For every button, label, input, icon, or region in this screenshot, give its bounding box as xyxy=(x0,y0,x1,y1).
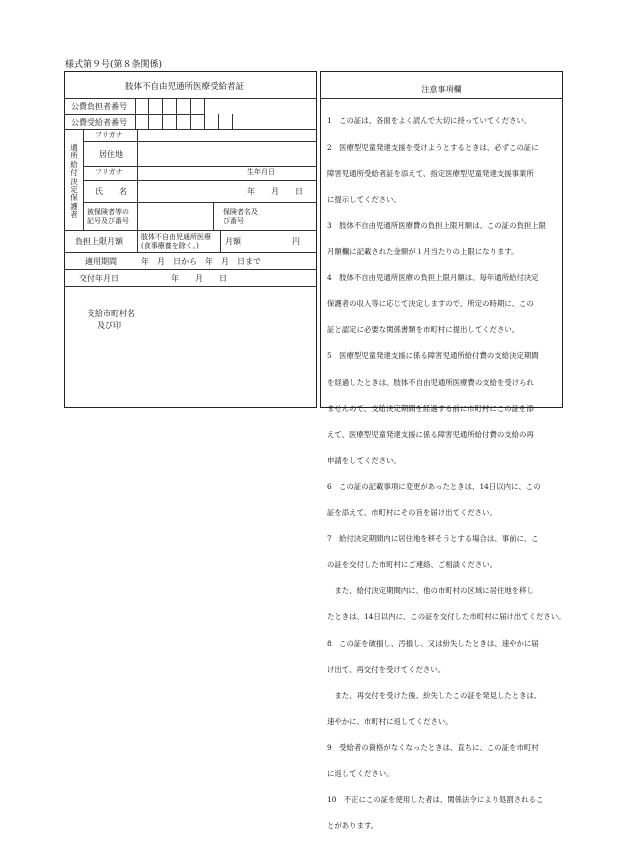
issue-date-label: 交付年月日 xyxy=(79,274,119,283)
monthly-limit-label: 月額 xyxy=(225,237,241,246)
note-line: け出て、再交付を受けてください。 xyxy=(327,664,446,674)
municipality-label-1: 支給市町村名 xyxy=(87,309,135,318)
note-line: ませんので、支給決定期間を経過する前に市町村にこの証を添 xyxy=(327,403,534,413)
note-line: 9 受給者の資格がなくなったときは、直ちに、この証を市町村 xyxy=(327,743,539,753)
medical-label-2: (食事療養を除く。) xyxy=(141,242,199,250)
period-label: 適用期間 xyxy=(85,257,117,266)
note-line: 2 医療型児童発達支援を受けようとするときは、必ずこの証に xyxy=(327,142,539,152)
furigana-label-name: フリガナ xyxy=(95,168,123,176)
note-line: とがあります。 xyxy=(327,821,379,831)
insurer-name-label-1: 保険者名及 xyxy=(223,208,258,216)
medical-label-1: 肢体不自由児通所医療 xyxy=(141,233,211,241)
note-line: 6 この証の記載事項に変更があったときは、14日以内に、この xyxy=(327,481,541,491)
note-line: 4 肢体不自由児通所医療の負担上限月額は、毎年通所給付決定 xyxy=(327,273,539,283)
note-line: の証を交付した市町村にご連絡、ご相談ください。 xyxy=(327,560,497,570)
birthdate-value: 年 月 日 xyxy=(247,187,303,196)
note-line: を経過したときは、肢体不自由児通所医療費の支給を受けられ xyxy=(327,377,534,387)
period-value: 年 月 日から 年 月 日まで xyxy=(141,257,261,266)
payer-number-label: 公費負担者番号 xyxy=(71,102,127,111)
note-line: 1 この証は、各面をよく読んで大切に持っていてください。 xyxy=(327,116,532,126)
note-line: 障害児通所受給者証を添えて、指定医療型児童発達支援事業所 xyxy=(327,168,534,178)
name-label: 氏 名 xyxy=(95,187,127,196)
insured-symbol-label-2: 記号及び番号 xyxy=(87,217,129,225)
notes-title: 注意事項欄 xyxy=(421,85,462,94)
insured-symbol-label-1: 被保険者等の xyxy=(87,208,129,216)
note-line: 7 給付決定期間内に居住地を移そうとする場合は、事前に、こ xyxy=(327,534,539,544)
note-line: 8 この証を破損し、汚損し、又は紛失したときは、速やかに届 xyxy=(327,638,539,648)
furigana-label-address: フリガナ xyxy=(95,131,123,139)
insurer-name-label-2: び番号 xyxy=(223,217,244,225)
note-line: 月額欄に記載された金額が１月当たりの上限になります。 xyxy=(327,246,519,256)
municipality-label-2: 及び印 xyxy=(97,321,121,330)
recipient-number-label: 公費受給者番号 xyxy=(71,118,127,127)
note-line: に返してください。 xyxy=(327,769,394,779)
note-line: 速やかに、市町村に返してください。 xyxy=(327,716,453,726)
certificate-title: 肢体不自由児通所医療受給者証 xyxy=(125,82,245,92)
note-line: 5 医療型児童発達支援に係る障害児通所給付費の支給決定期間 xyxy=(327,351,539,361)
note-line: 証と認定に必要な関係書類を市町村に提出してください。 xyxy=(327,325,520,335)
birthdate-label: 生年月日 xyxy=(247,168,275,176)
note-line: 10 不正にこの証を使用した者は、関係法令により処罰されるこ xyxy=(327,795,544,805)
yen-label: 円 xyxy=(292,237,300,246)
note-line: たときは、14日以内に、この証を交付した市町村に届け出てください。 xyxy=(327,612,566,622)
copay-limit-label: 負担上限月額 xyxy=(75,237,123,246)
note-line: えて、医療型児童発達支援に係る障害児通所給付費の支給の再 xyxy=(327,429,534,439)
guardian-vertical-heading: 通所給付決定保護者 xyxy=(70,143,78,220)
certificate-panel xyxy=(64,71,317,408)
note-line: に提示してください。 xyxy=(327,194,401,204)
address-label: 居住地 xyxy=(99,150,123,159)
note-line: 申請をしてください。 xyxy=(327,455,401,465)
note-line: 3 肢体不自由児通所医療費の負担上限月額は、この証の負担上限 xyxy=(327,220,547,230)
issue-date-value: 年 月 日 xyxy=(171,274,227,283)
note-line: 保護者の収入等に応じて決定しますので、所定の時期に、この xyxy=(327,299,534,309)
notes-panel xyxy=(320,71,566,831)
notes-list xyxy=(327,100,566,848)
note-line: 証を添えて、市町村にその旨を届け出てください。 xyxy=(327,508,497,518)
note-line: また、給付決定期間内に、他の市町村の区域に居住地を移し xyxy=(327,586,534,596)
note-line: また、再交付を受けた後、紛失したこの証を発見したときは、 xyxy=(327,690,542,700)
form-number-label: 様式第９号(第８条関係) xyxy=(65,60,163,70)
